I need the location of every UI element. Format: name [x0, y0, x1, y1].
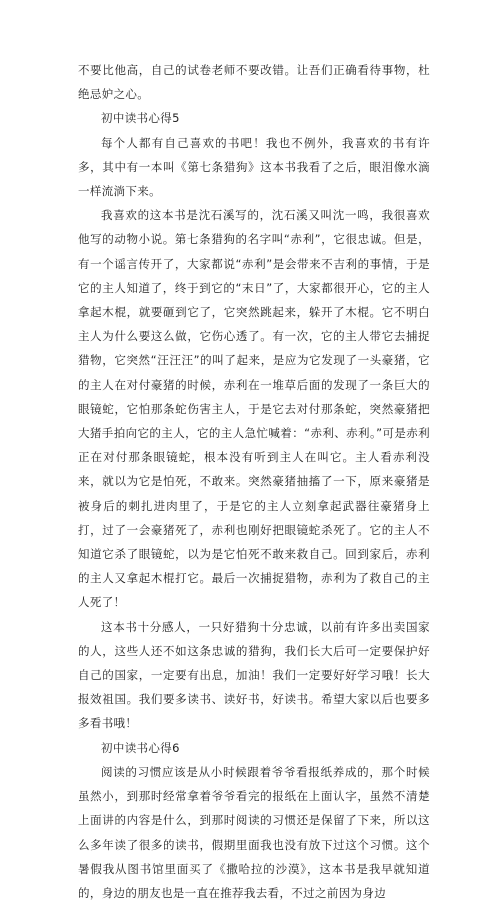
paragraph-6-1: 阅读的习惯应该是从小时候跟着爷爷看报纸养成的，那个时候虽然小，到那时经常拿着爷爷看完的报纸在上面认字，虽然不清楚上面讲的内容是什么，到那时阅读的习惯还是保留了下来，所以这么多年读了很多的读书，假期里面我也没有放下过这个习惯。这个暑假我从图书馆里面买了《撒哈拉的沙漠》，这本书是我早就知道的，身边的朋友也是一直在推荐我去看，不过之前因为身边 [78, 764, 430, 900]
section-heading-5: 初中读书心得5 [101, 111, 180, 126]
section-heading-6: 初中读书心得6 [101, 740, 180, 755]
paragraph-intro: 不要比他高，自己的试卷老师不要改错。让吾们正确看待事物，杜绝忌妒之心。 [78, 63, 430, 102]
paragraph-5-3: 这本书十分感人，一只好猎狗十分忠诚，以前有许多出卖国家的人，这些人还不如这条忠诚的猎狗，我们长大后可一定要保护好自己的国家，一定要有出息，加油！我们一定要好好学习哦！长大报效祖国。我们要多读书、读好书，好读书。希望大家以后也要多多看书哦！ [78, 619, 430, 731]
paragraph-5-1: 每个人都有自己喜欢的书吧！我也不例外，我喜欢的书有许多，其中有一本叫《第七条猎狗》这本书我看了之后，眼泪像水滴一样流淌下来。 [78, 135, 430, 199]
document-page [78, 58, 430, 905]
paragraph-5-2: 我喜欢的这本书是沈石溪写的，沈石溪又叫沈一鸣，我很喜欢他写的动物小说。第七条猎狗的名字叫“赤利”，它很忠诚。但是，有一个谣言传开了，大家都说“赤利”是会带来不吉利的事情，于是它的主人知道了，终于到它的“末日”了，大家都很开心，它的主人拿起木棍，就要砸到它了，它突然跳起来，躲开了木棍。它不明白主人为什么要这么做，它伤心透了。有一次，它的主人带它去捕捉猎物，它突然“汪汪汪”的叫了起来，是应为它发现了一头豪猪，它的主人在对付豪猪的时候，赤利在一堆草后面的发现了一条巨大的眼镜蛇，它怕那条蛇伤害主人，于是它去对付那条蛇，突然豪猪把大猪手拍向它的主人，它的主人急忙喊着：“赤利、赤利。”可是赤利正在对付那条眼镜蛇，根本没有听到主人在叫它。主人看赤利没来，就以为它是怕死，不敢来。突然豪猪抽搐了一下，原来豪猪是被身后的刺扎进肉里了，于是它的主人立刻拿起武器往豪猪身上打，过了一会豪猪死了，赤利也刚好把眼镜蛇杀死了。它的主人不知道它杀了眼镜蛇，以为是它怕死不敢来救自己。回到家后，赤利的主人又拿起木棍打它。最后一次捕捉猎物，赤利为了救自己的主人死了！ [78, 208, 430, 610]
